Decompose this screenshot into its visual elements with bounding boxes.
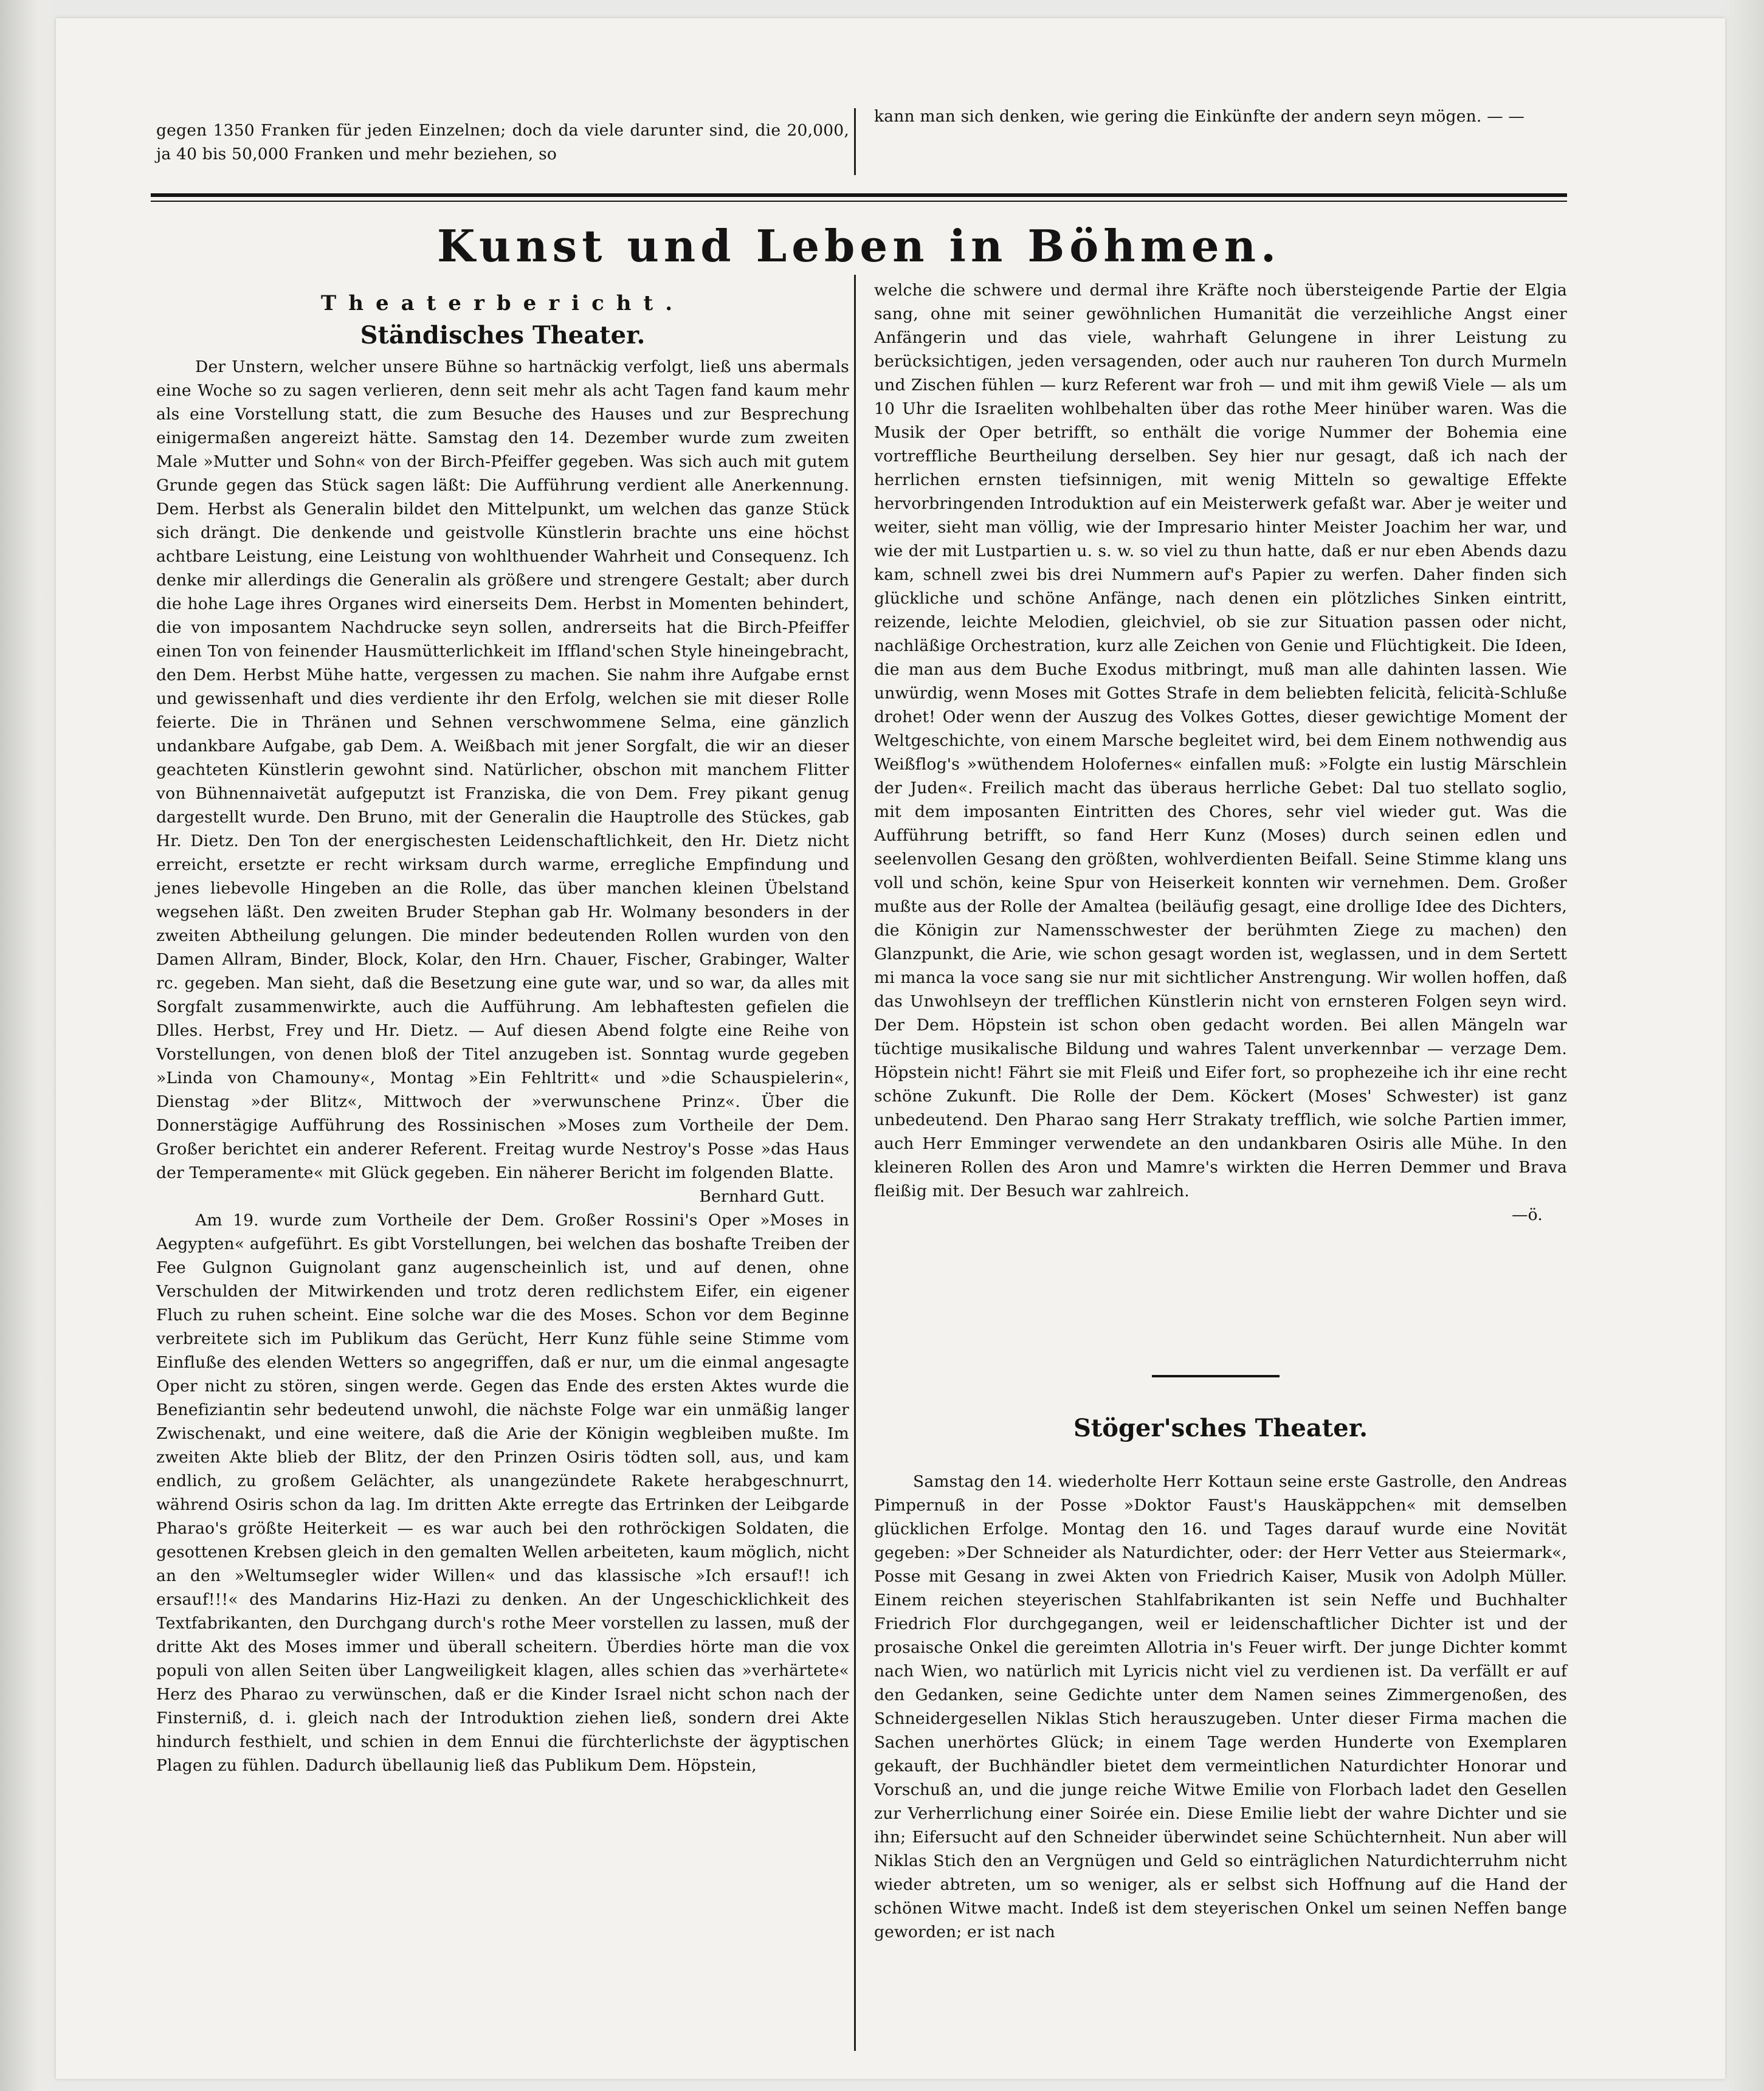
page-binding-shadow: [0, 0, 56, 2091]
section-divider-thick: [151, 193, 1567, 197]
page-edge-shadow: [1725, 0, 1764, 2091]
section-heading-staendisches: Ständisches Theater.: [360, 321, 646, 350]
paragraph-moses-review: Am 19. wurde zum Vortheile der Dem. Großer Rossini's Oper »Moses in Aegypten« aufgeführt. Es gibt Vorstellungen, bei welchen das boshafte Treiben der Fee Gulgnon Guignolant ganz augenscheinlich ist, und auf denen, ohne Verschulden der Mitwirkenden und trotz deren redlichstem Eifer, ein eigener Fluch zu ruhen scheint. Eine solche war die des Moses. Schon vor dem Beginne verbreitete sich im Publikum das Gerücht, Herr Kunz fühle seine Stimme vom Einfluße des elenden Wetters so angegriffen, daß er nur, um die einmal angesagte Oper nicht zu stören, singen werde. Gegen das Ende des ersten Aktes wurde die Benefiziantin sehr bedeutend unwohl, die nächste Folge war ein unmäßig langer Zwischenakt, und eine weitere, daß die Arie der Königin wegbleiben mußte. Im zweiten Akte blieb der Blitz, der den Prinzen Osiris tödten soll, aus, und kam endlich, zu großem Gelächter, als unangezündete Rakete herabgeschnurrt, während Osiris schon da lag. Im dritten Akte erregte das Ertrinken der Leibgarde Pharao's größte Heiterkeit — es war auch bei den rothröckigen Soldaten, die gesottenen Krebsen gleich in den gemalten Wellen arbeiteten, kaum möglich, nicht an den »Weltumsegler wider Willen« und das klassische »Ich ersauf!! ich ersauf!!!« des Mandarins Hiz-Hazi zu denken. An der Ungeschicklichkeit des Textfabrikanten, den Durchgang durch's rothe Meer vorstellen zu lassen, muß der dritte Akt des Moses immer und überall scheitern. Überdies hörte man die vox populi von allen Seiten über Langweiligkeit klagen, alles schien das »verhärtete« Herz des Pharao zu verwünschen, daß er die Kinder Israel nicht schon nach der Finsterniß, d. i. gleich nach der Introduktion ziehen ließ, sondern drei Akte hindurch festhielt, und schien in dem Ennui die fürchterlichste der ägyptischen Plagen zu fühlen. Dadurch übellaunig ließ das Publikum Dem. Höpstein,: [156, 1211, 849, 1775]
top-left-paragraph: gegen 1350 Franken für jeden Einzelnen; doch da viele darunter sind, die 20,000, ja 40 bis 50,000 Franken und mehr beziehen, so: [156, 121, 849, 164]
section-kicker: Theaterbericht.: [320, 291, 685, 315]
short-divider: [1152, 1375, 1280, 1377]
right-column-top: [874, 278, 1567, 1227]
top-left-column: [156, 119, 849, 166]
signature-gutt: Bernhard Gutt.: [699, 1187, 825, 1206]
signature-oe: —ö.: [1511, 1205, 1543, 1224]
paragraph-staendisches-1: Der Unstern, welcher unsere Bühne so hartnäckig verfolgt, ließ uns abermals eine Woche so zu sagen verlieren, denn seit mehr als acht Tagen fand kaum mehr als eine Vorstellung statt, die zum Besuche des Hauses und zur Besprechung einigermaßen angereizt hätte. Samstag den 14. Dezember wurde zum zweiten Male »Mutter und Sohn« von der Birch-Pfeiffer gegeben. Was sich auch mit gutem Grunde gegen das Stück sagen läßt: Die Aufführung verdient alle Anerkennung. Dem. Herbst als Generalin bildet den Mittelpunkt, um welchen das ganze Stück sich drängt. Die denkende und geistvolle Künstlerin brachte uns eine höchst achtbare Leistung, eine Leistung von wohlthuender Wahrheit und Consequenz. Ich denke mir allerdings die Generalin als größere und strengere Gestalt; aber durch die hohe Lage ihres Organes wird einerseits Dem. Herbst in Momenten behindert, die von imposantem Nachdrucke seyn sollen, andrerseits hat die Birch-Pfeiffer einen Ton von feinender Hausmütterlichkeit im Iffland'schen Style hineingebracht, den Dem. Herbst Mühe hatte, vergessen zu machen. Sie nahm ihre Aufgabe ernst und gewissenhaft und dies verdiente ihr den Erfolg, welchen sie mit dieser Rolle feierte. Die in Thränen und Sehnen verschwommene Selma, eine gänzlich undankbare Aufgabe, gab Dem. A. Weißbach mit jener Sorgfalt, die wir an dieser geachteten Künstlerin gewohnt sind. Natürlicher, obschon mit manchem Flitter von Bühnennaivetät aufgeputzt ist Franziska, die von Dem. Frey pikant genug dargestellt wurde. Den Bruno, mit der Generalin die Hauptrolle des Stückes, gab Hr. Dietz. Den Ton der energischesten Leidenschaftlichkeit, den Hr. Dietz nicht erreicht, ersetzte er recht wirksam durch warme, erregliche Empfindung und jenes liebevolle Hingeben an die Rolle, das über manchen kleinen Übelstand wegsehen läßt. Den zweiten Bruder Stephan gab Hr. Wolmany besonders in der zweiten Abtheilung gelungen. Die minder bedeutenden Rollen wurden von den Damen Allram, Binder, Block, Kolar, den Hrn. Chauer, Fischer, Grabinger, Walter rc. gegeben. Man sieht, daß die Besetzung eine gute war, und so war, da alles mit Sorgfalt zusammenwirkte, auch die Aufführung. Am lebhaftesten gefielen die Dlles. Herbst, Frey und Hr. Dietz. — Auf diesen Abend folgte eine Reihe von Vorstellungen, von denen bloß der Titel anzugeben ist. Sonntag wurde gegeben »Linda von Chamouny«, Montag »Ein Fehltritt« und »die Schauspielerin«, Dienstag »der Blitz«, Mittwoch der »verwunschene Prinz«. Über die Donnerstägige Aufführung des Rossinischen »Moses zum Vortheile der Dem. Großer berichtet ein anderer Referent. Freitag wurde Nestroy's Posse »das Haus der Temperamente« mit Glück gegeben. Ein näherer Bericht im folgenden Blatte.: [156, 357, 849, 1182]
top-column-divider: [854, 108, 856, 175]
right-column-bottom: [874, 1470, 1567, 1944]
paragraph-stoeger-1: Samstag den 14. wiederholte Herr Kottaun seine erste Gastrolle, den Andreas Pimpernuß in der Posse »Doktor Faust's Hauskäppchen« mit demselben glücklichen Erfolge. Montag den 16. und Tages darauf wurde eine Novität gegeben: »Der Schneider als Naturdichter, oder: der Herr Vetter aus Steiermark«, Posse mit Gesang in zwei Akten von Friedrich Kaiser, Musik von Adolph Müller. Einem reichen steyerischen Stahlfabrikanten ist sein Neffe und Buchhalter Friedrich Flor durchgegangen, weil er leidenschaftlicher Dichter ist und der prosaische Onkel die gereimten Allotria in's Feuer wirft. Der junge Dichter kommt nach Wien, wo natürlich mit Lyricis nicht viel zu verdienen ist. Da verfällt er auf den Gedanken, seine Gedichte unter dem Namen seines Zimmergenoßen, des Schneidergesellen Niklas Stich herauszugeben. Unter dieser Firma machen die Sachen unerhörtes Glück; in einem Tage werden Hunderte von Exemplaren gekauft, der Buchhändler bietet dem vermeintlichen Naturdichter Honorar und Vorschuß an, und die junge reiche Witwe Emilie von Florbach ladet den Gesellen zur Verherrlichung einer Soirée ein. Diese Emilie liebt der wahre Dichter und sie ihn; Eifersucht auf den Schneider überwindet seine Schüchternheit. Nun aber will Niklas Stich den an Vergnügen und Geld so einträglichen Naturdichterruhm nicht wieder abtreten, um so weniger, als er selbst sich Hoffnung auf die Hand der schönen Witwe macht. Indeß ist dem steyerischen Onkel um seinen Neffen bange geworden; er ist nach: [874, 1472, 1567, 1941]
top-right-paragraph: kann man sich denken, wie gering die Einkünfte der andern seyn mögen. — —: [874, 107, 1525, 126]
main-column-divider: [854, 275, 856, 2051]
left-column: [156, 355, 849, 1777]
article-title: Kunst und Leben in Böhmen.: [436, 220, 1281, 272]
paragraph-moses-continued: welche die schwere und dermal ihre Kräfte noch übersteigende Partie der Elgia sang, ohne mit seiner gewöhnlichen Humanität die verzeihliche Angst einer Anfängerin und das viele, wahrhaft Gelungene in ihrer Leistung zu berücksichtigen, jeden versagenden, oder auch nur rauheren Ton durch Murmeln und Zischen fühlen — kurz Referent war froh — und mit ihm gewiß Viele — als um 10 Uhr die Israeliten wohlbehalten über das rothe Meer hinüber waren. Was die Musik der Oper betrifft, so enthält die vorige Nummer der Bohemia eine vortreffliche Beurtheilung derselben. Sey hier nur gesagt, daß ich nach der herrlichen ernsten tiefsinnigen, mit wenig Mitteln so gewaltige Effekte hervorbringenden Introduktion auf ein Meisterwerk gefaßt war. Aber je weiter und weiter, sieht man völlig, wie der Impresario hinter Meister Joachim her war, und wie der mit Lustpartien u. s. w. so viel zu thun hatte, daß er nur eben Abends dazu kam, schnell zwei bis drei Nummern auf's Papier zu werfen. Daher finden sich glückliche und schöne Anfänge, nach denen ein plötzliches Sinken eintritt, reizende, leichte Melodien, gleichviel, ob sie zur Situation passen oder nicht, nachläßige Orchestration, kurz alle Zeichen von Genie und Flüchtigkeit. Die Ideen, die man aus dem Buche Exodus mitbringt, muß man alle dahinten lassen. Wie unwürdig, wenn Moses mit Gottes Strafe in dem beliebten felicità, felicità-Schluße drohet! Oder wenn der Auszug des Volkes Gottes, dieser gewichtige Moment der Weltgeschichte, von einem Marsche begleitet wird, bei dem Einem nothwendig aus Weißflog's »wüthendem Holofernes« einfallen muß: »Folgte ein lustig Märschlein der Juden«. Freilich macht das überaus herrliche Gebet: Dal tuo stellato soglio, mit dem imposanten Eintritten des Chores, sehr viel wieder gut. Was die Aufführung betrifft, so fand Herr Kunz (Moses) durch seinen edlen und seelenvollen Gesang den größten, wohlverdienten Beifall. Seine Stimme klang uns voll und schön, keine Spur von Heiserkeit konnten wir vernehmen. Dem. Großer mußte aus der Rolle der Amaltea (beiläufig gesagt, eine drollige Idee des Dichters, die Königin zur Namensschwester der berühmten Ziege zu machen) den Glanzpunkt, die Arie, wie schon gesagt worden ist, weglassen, und in dem Sertett mi manca la voce sang sie nur mit sichtlicher Anstrengung. Wir wollen hoffen, daß das Unwohlseyn der trefflichen Künstlerin nicht von ernsteren Folgen seyn wird. Der Dem. Höpstein ist schon oben gedacht worden. Bei allen Mängeln war tüchtige musikalische Bildung und wahres Talent unverkennbar — verzage Dem. Höpstein nicht! Fährt sie mit Fleiß und Eifer fort, so prophezeihe ich ihr eine recht schöne Zukunft. Die Rolle der Dem. Köckert (Moses' Schwester) ist ganz unbedeutend. Den Pharao sang Herr Strakaty trefflich, wie solche Partien immer, auch Herr Emminger verwendete an den undankbaren Osiris alle Mühe. In den kleineren Rollen des Aron und Mamre's wirkten die Herren Demmer und Brava fleißig mit. Der Besuch war zahlreich.: [874, 281, 1567, 1201]
top-right-column: [874, 105, 1561, 128]
section-divider-thin: [151, 201, 1567, 202]
section-heading-stoeger: Stöger'sches Theater.: [1073, 1414, 1368, 1442]
